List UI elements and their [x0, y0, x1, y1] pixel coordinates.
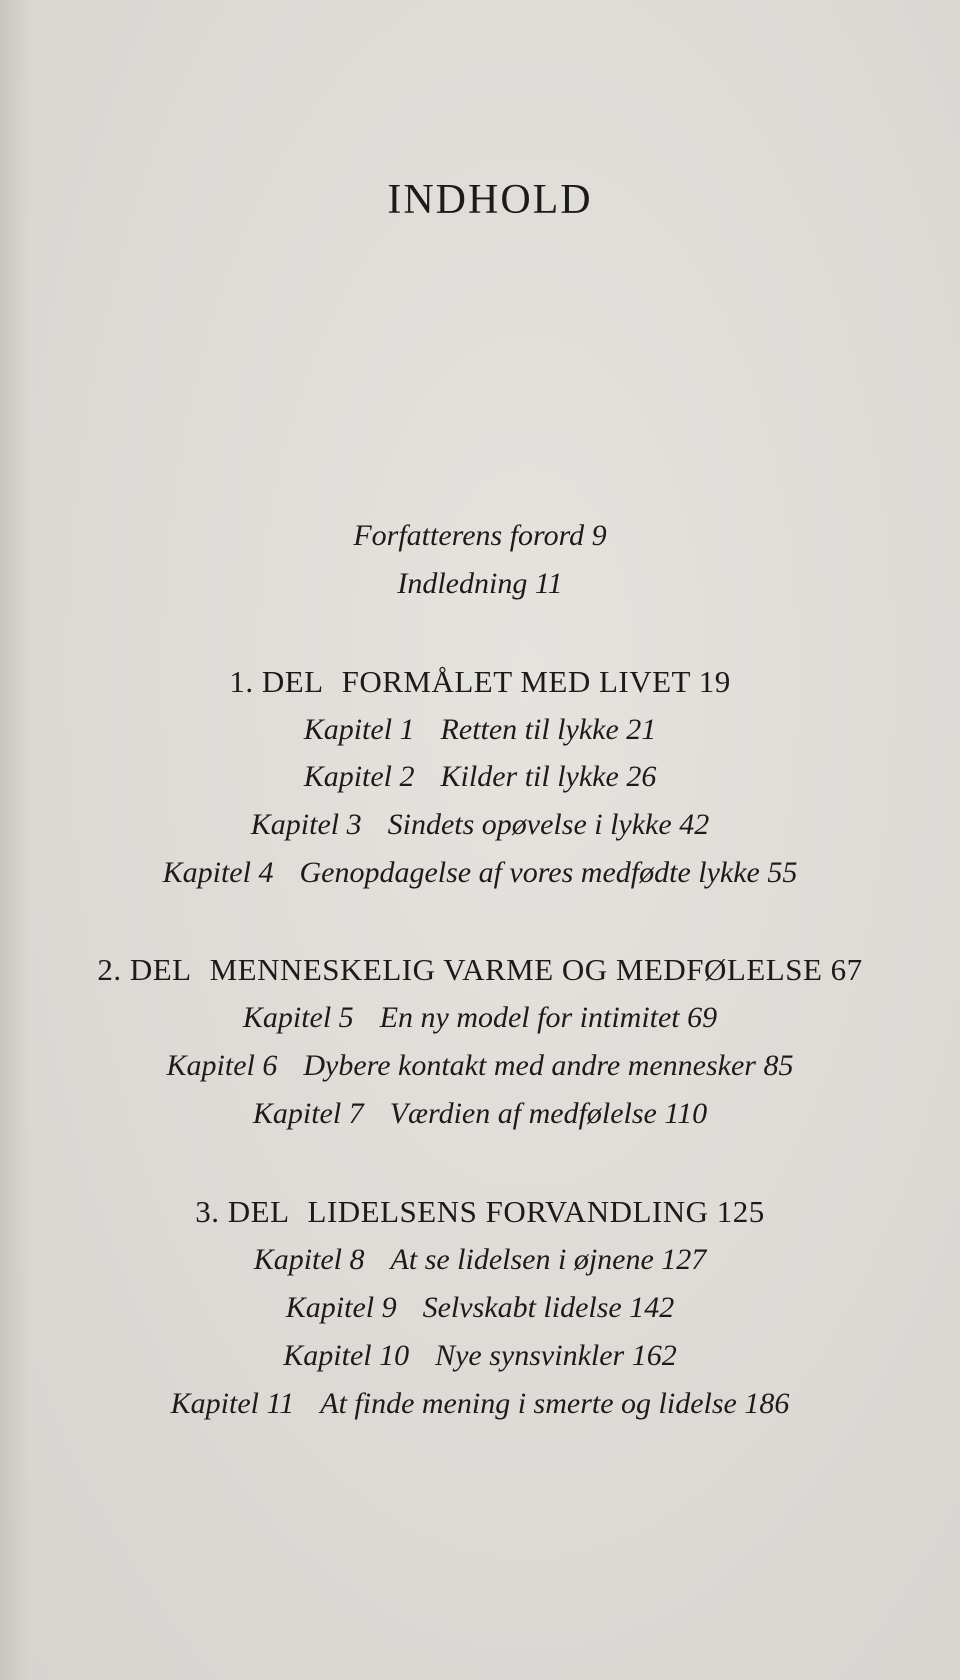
chapter-label: Kapitel 8	[253, 1243, 365, 1276]
chapter-page: 142	[629, 1291, 675, 1324]
part-number: 2. DEL	[97, 952, 192, 987]
chapter-title: At finde mening i smerte og lidelse	[320, 1387, 737, 1420]
chapter-page: 85	[763, 1049, 794, 1082]
toc-chapter-9	[0, 1288, 960, 1328]
entry-title: Indledning	[397, 567, 528, 600]
chapter-title: En ny model for intimitet	[379, 1001, 680, 1034]
toc-part-1	[0, 662, 960, 702]
chapter-page: 42	[679, 808, 710, 841]
chapter-label: Kapitel 10	[283, 1339, 410, 1372]
toc-chapter-3	[0, 805, 960, 845]
toc-part-2	[0, 950, 960, 990]
chapter-label: Kapitel 11	[170, 1387, 295, 1420]
chapter-title: Selvskabt lidelse	[422, 1291, 622, 1324]
chapter-page: 26	[626, 760, 657, 793]
toc-entry-foreword	[0, 516, 960, 556]
chapter-title: Dybere kontakt med andre mennesker	[303, 1049, 756, 1082]
chapter-title: Nye synsvinkler	[435, 1339, 625, 1372]
chapter-page: 110	[664, 1097, 708, 1130]
part-number: 1. DEL	[229, 664, 324, 699]
toc-chapter-10	[0, 1336, 960, 1376]
chapter-title: Genopdagelse af vores medfødte lykke	[299, 856, 760, 889]
chapter-title: Retten til lykke	[440, 713, 619, 746]
part-page: 19	[698, 664, 731, 699]
toc-chapter-11	[0, 1384, 960, 1424]
toc-chapter-7	[0, 1094, 960, 1134]
part-title: FORMÅLET MED LIVET	[341, 664, 691, 699]
part-title: LIDELSENS FORVANDLING	[307, 1194, 709, 1229]
toc-chapter-6	[0, 1046, 960, 1086]
entry-page: 11	[534, 567, 563, 600]
part-number: 3. DEL	[195, 1194, 290, 1229]
chapter-title: Værdien af medfølelse	[389, 1097, 657, 1130]
chapter-label: Kapitel 6	[166, 1049, 278, 1082]
chapter-page: 55	[767, 856, 798, 889]
part-page: 125	[716, 1194, 765, 1229]
toc-part-3	[0, 1192, 960, 1232]
entry-page: 9	[591, 519, 607, 552]
chapter-label: Kapitel 4	[162, 856, 274, 889]
chapter-page: 127	[661, 1243, 707, 1276]
part-page: 67	[830, 952, 863, 987]
chapter-label: Kapitel 1	[303, 713, 415, 746]
chapter-title: Kilder til lykke	[440, 760, 619, 793]
chapter-label: Kapitel 5	[242, 1001, 354, 1034]
page-title: INDHOLD	[387, 177, 593, 223]
entry-title: Forfatterens forord	[353, 519, 585, 552]
chapter-title: Sindets opøvelse i lykke	[387, 808, 672, 841]
toc-entry-introduction	[0, 564, 960, 604]
chapter-label: Kapitel 2	[303, 760, 415, 793]
chapter-page: 21	[626, 713, 657, 746]
chapter-page: 162	[631, 1339, 677, 1372]
chapter-label: Kapitel 3	[250, 808, 362, 841]
toc-chapter-4	[0, 853, 960, 893]
toc-chapter-1	[0, 710, 960, 750]
chapter-page: 69	[687, 1001, 718, 1034]
chapter-title: At se lidelsen i øjnene	[390, 1243, 654, 1276]
chapter-page: 186	[744, 1387, 790, 1420]
toc-chapter-8	[0, 1240, 960, 1280]
chapter-label: Kapitel 7	[252, 1097, 364, 1130]
toc-chapter-5	[0, 998, 960, 1038]
part-title: MENNESKELIG VARME OG MEDFØLELSE	[209, 952, 823, 987]
chapter-label: Kapitel 9	[285, 1291, 397, 1324]
toc-chapter-2	[0, 757, 960, 797]
